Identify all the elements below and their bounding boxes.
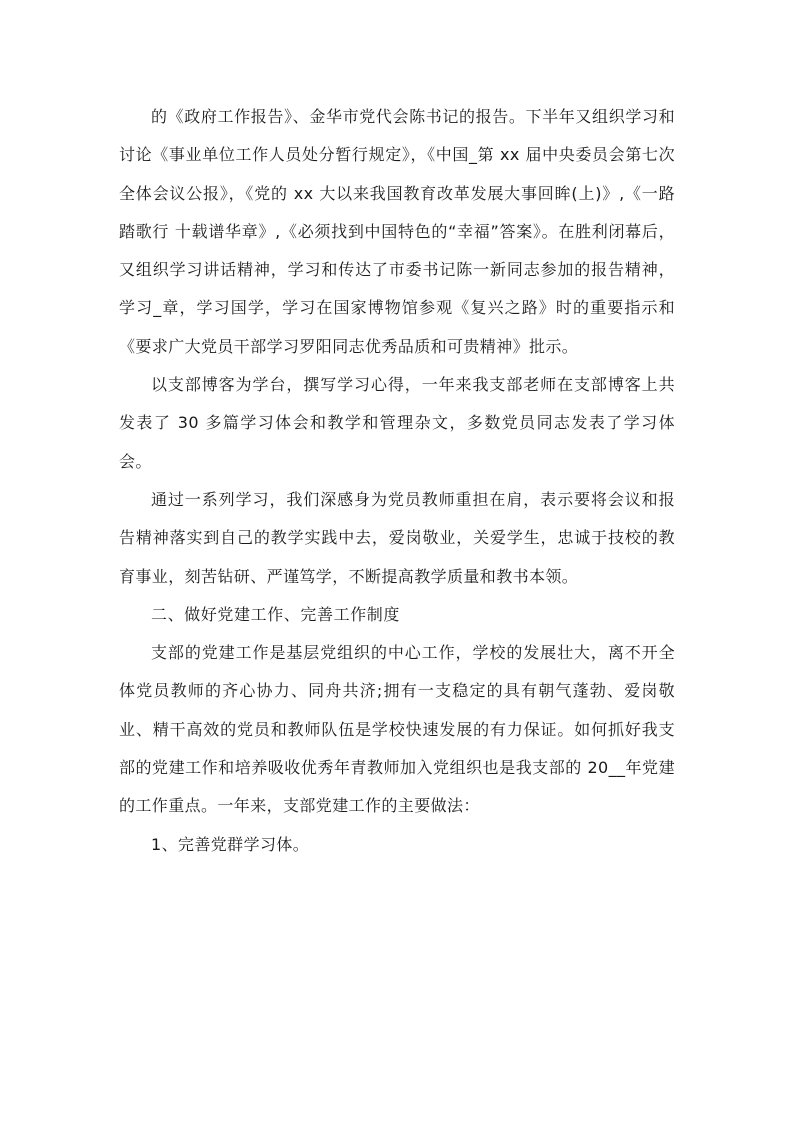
section-heading: 二、做好党建工作、完善工作制度	[151, 604, 401, 624]
list-item-1: 1、完善党群学习体。	[151, 834, 310, 854]
paragraph-branch-blog: 以支部博客为学台，撰写学习心得，一年来我支部老师在支部博客上共发表了 30 多篇学习体会和教学和管理杂文，多数党员同志发表了学习体会。	[119, 375, 675, 471]
document-body	[119, 98, 675, 864]
paragraph-study-reflection: 通过一系列学习，我们深感身为党员教师重担在肩，表示要将会议和报告精神落实到自己的教学实践中去，爱岗敬业，关爱学生，忠诚于技校的教育事业，刻苦钻研、严谨笃学，不断提高教学质量和教书本领。	[119, 489, 675, 586]
paragraph-study-reports: 的《政府工作报告》、金华市党代会陈书记的报告。下半年又组织学习和讨论《事业单位工作人员处分暂行规定》，《中国_第 xx 届中央委员会第七次全体会议公报》，《党的 xx 大以来我国教育改革发展大事回眸(上)》,《一路踏歌行 十载谱华章》,《必须找到中国特色的“幸福”答案》。在胜利闭幕后，又组织学习讲话精神，学习和传达了市委书记陈一新同志参加的报告精神，学习_章，学习国学，学习在国家博物馆参观《复兴之路》时的重要指示和《要求广大党员干部学习罗阳同志优秀品质和可贵精神》批示。	[119, 107, 675, 356]
paragraph-party-building: 支部的党建工作是基层党组织的中心工作，学校的发展壮大，离不开全体党员教师的齐心协力、同舟共济;拥有一支稳定的具有朝气蓬勃、爱岗敬业、精干高效的党员和教师队伍是学校快速发展的有力保证。如何抓好我支部的党建工作和培养吸收优秀年青教师加入党组织也是我支部的 20__年党建的工作重点。一年来，支部党建工作的主要做法：	[119, 643, 675, 816]
